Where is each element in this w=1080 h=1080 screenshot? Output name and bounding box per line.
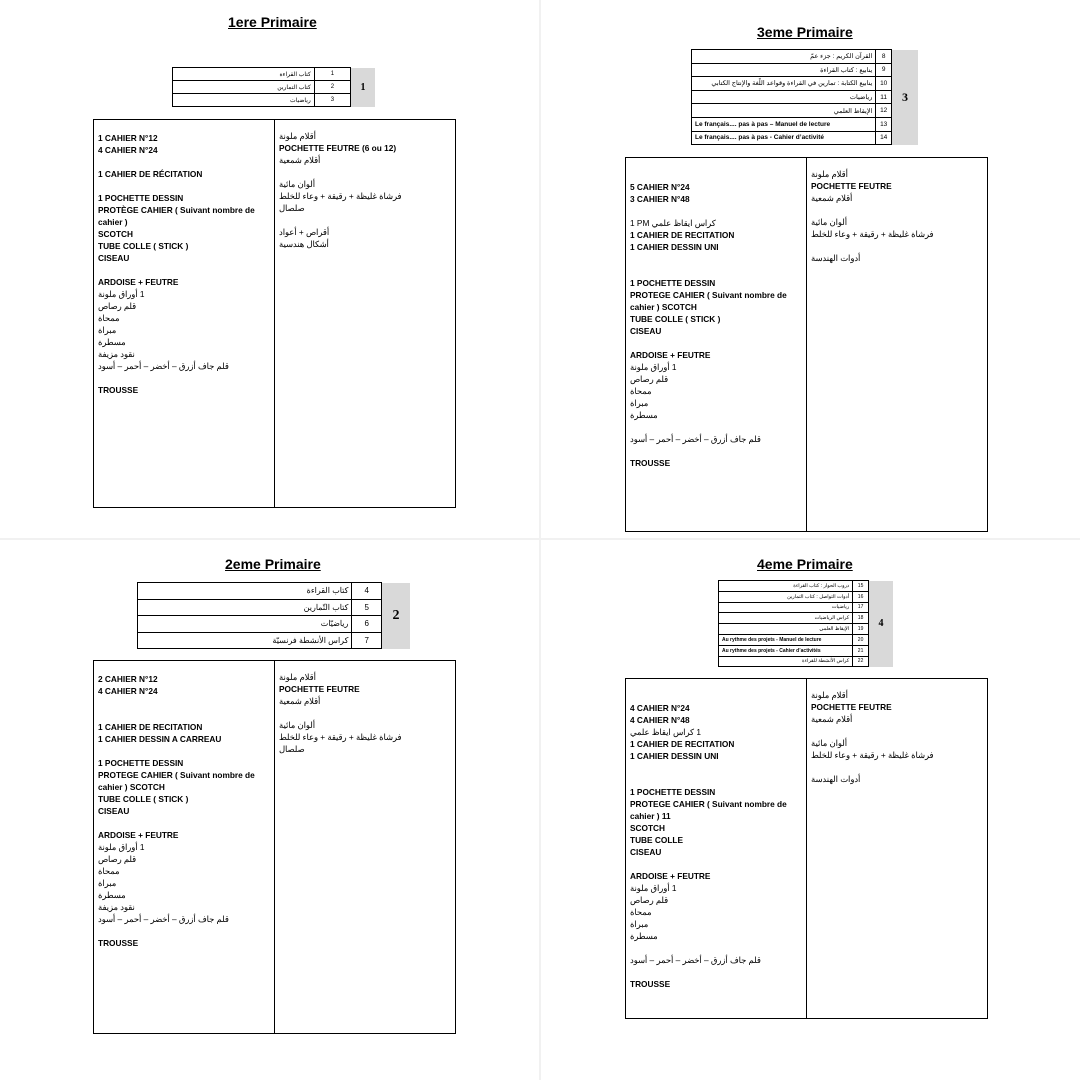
book-row — [692, 117, 919, 131]
supply-item: مبراة — [98, 878, 117, 888]
book-row — [692, 63, 919, 77]
supply-item: أقلام شمعية — [279, 155, 321, 165]
supply-item: أقلام ملونة — [811, 690, 848, 700]
supply-item: 1 POCHETTE DESSIN — [98, 193, 184, 203]
book-number: 7 — [352, 632, 382, 649]
book-number: 13 — [876, 117, 892, 131]
list-spacer — [630, 762, 787, 774]
supply-item: CISEAU — [98, 806, 130, 816]
supply-item: 1 أوراق ملونة — [98, 289, 145, 299]
supply-item: قلم جاف أزرق – أخضر – أحمر – أسود — [98, 361, 229, 371]
supply-item: TROUSSE — [98, 938, 139, 948]
supply-item: TROUSSE — [630, 458, 671, 468]
list-spacer — [811, 725, 934, 737]
panel-3eme-primaire — [548, 0, 1080, 532]
book-name: الإيقاظ العلمي — [692, 104, 876, 118]
supplies-right-column — [275, 120, 455, 507]
supplies-left-column — [94, 661, 275, 1033]
book-name: القرآن الكريم : جزء عمّ — [692, 50, 876, 64]
supply-item: 1 أوراق ملونة — [630, 883, 677, 893]
list-spacer — [98, 745, 255, 757]
supply-item: مبراة — [98, 325, 117, 335]
book-number: 1 — [314, 68, 350, 81]
books-table — [137, 582, 410, 649]
book-row — [138, 616, 411, 633]
supply-item: 1 أوراق ملونة — [98, 842, 145, 852]
book-number: 16 — [853, 591, 869, 602]
book-name: Le français.... pas à pas - Cahier d’activité — [692, 131, 876, 145]
supply-item: CISEAU — [630, 847, 662, 857]
supply-item: ألوان مائية — [279, 720, 316, 730]
panel-4eme-primaire — [548, 548, 1080, 1080]
supply-item: SCOTCH — [98, 229, 134, 239]
supply-item: صلصال — [279, 744, 305, 754]
book-row — [719, 613, 894, 624]
panel-2eme-primaire — [0, 548, 532, 1080]
list-spacer — [98, 925, 255, 937]
supply-item: 1 CAHIER DE RECITATION — [98, 722, 203, 732]
list-spacer — [279, 707, 402, 719]
supplies-box — [93, 119, 456, 508]
supply-item: ARDOISE + FEUTRE — [630, 350, 711, 360]
list-spacer — [630, 942, 787, 954]
book-name: Au rythme des projets - Cahier d’activités — [719, 645, 853, 656]
supply-item: فرشاة غليظة + رقيقة + وعاء للخلط — [811, 750, 934, 760]
book-row — [719, 581, 894, 592]
list-spacer — [98, 156, 255, 168]
supply-item: PROTEGE CAHIER ( Suivant nombre de — [630, 799, 787, 809]
supply-item: أقلام شمعية — [811, 193, 853, 203]
book-number: 11 — [876, 90, 892, 104]
book-name: كتاب التّمارين — [138, 599, 352, 616]
supply-item: 4 CAHIER N°24 — [98, 145, 158, 155]
supply-item: TUBE COLLE ( STICK ) — [98, 794, 189, 804]
book-row — [692, 77, 919, 91]
book-number: 19 — [853, 624, 869, 635]
book-name: رياضيات — [173, 94, 315, 107]
supply-item: مسطرة — [630, 931, 658, 941]
book-number: 2 — [314, 81, 350, 94]
book-number: 12 — [876, 104, 892, 118]
books-table — [691, 49, 918, 145]
supply-item: مبراة — [630, 398, 649, 408]
book-row — [719, 624, 894, 635]
book-name: كتاب التمارين — [173, 81, 315, 94]
panel-title: 2eme Primaire — [225, 556, 321, 572]
supply-item: ألوان مائية — [811, 738, 848, 748]
supplies-right-column — [807, 679, 987, 1018]
list-spacer — [98, 817, 255, 829]
supplies-left-column — [94, 120, 275, 507]
list-spacer — [630, 966, 787, 978]
supply-item: فرشاة غليظة + رقيقة + وعاء للخلط — [279, 191, 402, 201]
supply-item: 1 CAHIER DESSIN UNI — [630, 242, 719, 252]
book-row — [138, 583, 411, 600]
supply-item: 1 CAHIER N°12 — [98, 133, 158, 143]
supply-item: 2 CAHIER N°12 — [98, 674, 158, 684]
supply-item: قلم رصاص — [630, 895, 669, 905]
list-spacer — [630, 337, 787, 349]
supply-item: 5 CAHIER N°24 — [630, 182, 690, 192]
list-spacer — [630, 445, 787, 457]
vertical-divider — [539, 0, 541, 1080]
book-name: رياضيات — [719, 602, 853, 613]
list-spacer — [98, 180, 255, 192]
books-table — [718, 580, 893, 667]
supply-item: قلم رصاص — [630, 374, 669, 384]
supplies-right-list — [279, 671, 402, 755]
book-number: 20 — [853, 634, 869, 645]
list-spacer — [630, 205, 787, 217]
supplies-right-list — [279, 130, 402, 250]
panel-title: 1ere Primaire — [228, 14, 317, 30]
supply-item: 1 POCHETTE DESSIN — [630, 787, 716, 797]
book-row — [138, 599, 411, 616]
supply-item: ممحاة — [98, 866, 120, 876]
supply-item: CISEAU — [630, 326, 662, 336]
book-name: Le français.... pas à pas – Manuel de lecture — [692, 117, 876, 131]
list-spacer — [630, 421, 787, 433]
supply-item: POCHETTE FEUTRE — [811, 181, 892, 191]
book-number: 10 — [876, 77, 892, 91]
supply-item: 4 CAHIER N°24 — [98, 686, 158, 696]
book-name: دروب الحوار : كتاب القراءة — [719, 581, 853, 592]
book-number: 14 — [876, 131, 892, 145]
supply-item: أقلام شمعية — [811, 714, 853, 724]
supply-item: أقراص + أعواد — [279, 227, 330, 237]
book-number: 9 — [876, 63, 892, 77]
supply-item: 1 أوراق ملونة — [630, 362, 677, 372]
supply-item: TROUSSE — [630, 979, 671, 989]
supply-item: 1 CAHIER DE RECITATION — [630, 230, 735, 240]
supply-item: مسطرة — [98, 337, 126, 347]
book-name: أدوات التواصل : كتاب التمارين — [719, 591, 853, 602]
supply-item: 1 PM كراس ايقاظ علمي — [630, 218, 716, 228]
book-name: كراس الأنشطة للقراءة — [719, 656, 853, 667]
supply-item: cahier ) — [98, 217, 128, 227]
supplies-left-list — [630, 702, 787, 990]
list-spacer — [98, 372, 255, 384]
book-number: 21 — [853, 645, 869, 656]
supply-item: أدوات الهندسة — [811, 774, 861, 784]
book-number: 15 — [853, 581, 869, 592]
supplies-right-list — [811, 689, 934, 785]
supply-item: أدوات الهندسة — [811, 253, 861, 263]
supply-item: مبراة — [630, 919, 649, 929]
supply-item: 1 CAHIER DESSIN UNI — [630, 751, 719, 761]
supply-item: قلم رصاص — [98, 854, 137, 864]
supply-item: 4 CAHIER N°24 — [630, 703, 690, 713]
book-number: 4 — [352, 583, 382, 600]
supply-item: قلم جاف أزرق – أخضر – أحمر – أسود — [630, 955, 761, 965]
supply-item: TUBE COLLE ( STICK ) — [630, 314, 721, 324]
supply-item: ألوان مائية — [279, 179, 316, 189]
book-row — [692, 104, 919, 118]
horizontal-divider — [0, 538, 1080, 540]
book-number: 8 — [876, 50, 892, 64]
grade-level-number: 2 — [382, 583, 411, 649]
book-number: 22 — [853, 656, 869, 667]
supply-item: مسطرة — [98, 890, 126, 900]
book-number: 17 — [853, 602, 869, 613]
book-number: 6 — [352, 616, 382, 633]
supply-item: TUBE COLLE ( STICK ) — [98, 241, 189, 251]
supply-item: أقلام ملونة — [811, 169, 848, 179]
supply-item: قلم جاف أزرق – أخضر – أحمر – أسود — [98, 914, 229, 924]
book-name: كتاب القراءة — [138, 583, 352, 600]
supplies-left-list — [98, 673, 255, 949]
supply-item: فرشاة غليظة + رقيقة + وعاء للخلط — [279, 732, 402, 742]
supply-item: ممحاة — [630, 907, 652, 917]
supplies-box — [625, 678, 988, 1019]
book-row — [173, 68, 376, 81]
supply-item: ألوان مائية — [811, 217, 848, 227]
supply-item: TROUSSE — [98, 385, 139, 395]
list-spacer — [811, 240, 934, 252]
supply-item: 3 CAHIER N°48 — [630, 194, 690, 204]
list-spacer — [630, 265, 787, 277]
book-row — [173, 81, 376, 94]
supply-item: PROTEGE CAHIER ( Suivant nombre de — [98, 770, 255, 780]
list-spacer — [630, 253, 787, 265]
book-row — [138, 632, 411, 649]
supply-item: أشكال هندسية — [279, 239, 329, 249]
supply-item: نقود مزيفة — [98, 349, 135, 359]
book-number: 3 — [314, 94, 350, 107]
book-row — [719, 656, 894, 667]
book-name: ينابيع الكتابة : تمارين في القراءة وقواعد اللّغة والإنتاج الكتابي — [692, 77, 876, 91]
supply-item: قلم جاف أزرق – أخضر – أحمر – أسود — [630, 434, 761, 444]
supply-item: صلصال — [279, 203, 305, 213]
supplies-box — [625, 157, 988, 532]
list-spacer — [279, 166, 402, 178]
supply-item: ARDOISE + FEUTRE — [98, 277, 179, 287]
list-spacer — [811, 761, 934, 773]
book-name: كراس الأنشطة فرنسيّة — [138, 632, 352, 649]
supply-item: ARDOISE + FEUTRE — [98, 830, 179, 840]
supplies-left-list — [98, 132, 255, 396]
supply-item: ARDOISE + FEUTRE — [630, 871, 711, 881]
book-name: ينابيع : كتاب القراءة — [692, 63, 876, 77]
book-name: كتاب القراءة — [173, 68, 315, 81]
supply-item: PROTEGE CAHIER ( Suivant nombre de — [630, 290, 787, 300]
list-spacer — [98, 264, 255, 276]
panel-title: 4eme Primaire — [757, 556, 853, 572]
book-row — [719, 645, 894, 656]
supplies-right-column — [275, 661, 455, 1033]
book-number: 5 — [352, 599, 382, 616]
supply-item: 1 CAHIER DESSIN A CARREAU — [98, 734, 222, 744]
supplies-left-list — [630, 181, 787, 469]
supply-item: أقلام شمعية — [279, 696, 321, 706]
supplies-box — [93, 660, 456, 1034]
supplies-left-column — [626, 158, 807, 531]
supply-item: ممحاة — [630, 386, 652, 396]
supply-item: أقلام ملونة — [279, 672, 316, 682]
book-name: Au rythme des projets - Manuel de lecture — [719, 634, 853, 645]
supply-item: CISEAU — [98, 253, 130, 263]
supply-item: 1 CAHIER DE RECITATION — [630, 739, 735, 749]
supply-item: مسطرة — [630, 410, 658, 420]
supplies-right-column — [807, 158, 987, 531]
supply-item: 1 POCHETTE DESSIN — [630, 278, 716, 288]
supply-item: cahier ) 11 — [630, 811, 671, 821]
list-spacer — [98, 697, 255, 709]
book-name: كراس الرياضيات — [719, 613, 853, 624]
supply-item: 1 CAHIER DE RÉCITATION — [98, 169, 203, 179]
supply-item: فرشاة غليظة + رقيقة + وعاء للخلط — [811, 229, 934, 239]
list-spacer — [279, 214, 402, 226]
supply-item: TUBE COLLE — [630, 835, 684, 845]
supply-item: cahier ) SCOTCH — [98, 782, 165, 792]
book-row — [692, 131, 919, 145]
panel-title: 3eme Primaire — [757, 24, 853, 40]
book-row — [719, 634, 894, 645]
panel-1ere-primaire — [0, 0, 532, 532]
supply-item: أقلام ملونة — [279, 131, 316, 141]
supplies-right-list — [811, 168, 934, 264]
list-spacer — [98, 709, 255, 721]
supply-item: PROTÈGE CAHIER ( Suivant nombre de — [98, 205, 255, 215]
supply-item: cahier ) SCOTCH — [630, 302, 697, 312]
book-row — [719, 591, 894, 602]
book-row — [692, 50, 919, 64]
supply-item: 1 كراس ايقاظ علمي — [630, 727, 701, 737]
books-table — [172, 67, 375, 107]
book-row — [719, 602, 894, 613]
list-spacer — [630, 774, 787, 786]
grade-level-number: 3 — [892, 50, 919, 145]
grade-level-number: 4 — [869, 581, 894, 667]
supply-item: SCOTCH — [630, 823, 666, 833]
list-spacer — [630, 858, 787, 870]
list-spacer — [811, 204, 934, 216]
book-row — [692, 90, 919, 104]
book-number: 18 — [853, 613, 869, 624]
supply-item: 1 POCHETTE DESSIN — [98, 758, 184, 768]
supply-item: 4 CAHIER N°48 — [630, 715, 690, 725]
book-name: رياضيّات — [138, 616, 352, 633]
supply-item: POCHETTE FEUTRE — [811, 702, 892, 712]
supplies-left-column — [626, 679, 807, 1018]
supply-item: POCHETTE FEUTRE (6 ou 12) — [279, 143, 397, 153]
book-name: الإيقاظ العلمي — [719, 624, 853, 635]
grade-level-number: 1 — [351, 68, 376, 107]
supply-item: POCHETTE FEUTRE — [279, 684, 360, 694]
supply-item: ممحاة — [98, 313, 120, 323]
book-name: رياضيات — [692, 90, 876, 104]
supply-item: قلم رصاص — [98, 301, 137, 311]
supply-item: نقود مزيفة — [98, 902, 135, 912]
book-row — [173, 94, 376, 107]
